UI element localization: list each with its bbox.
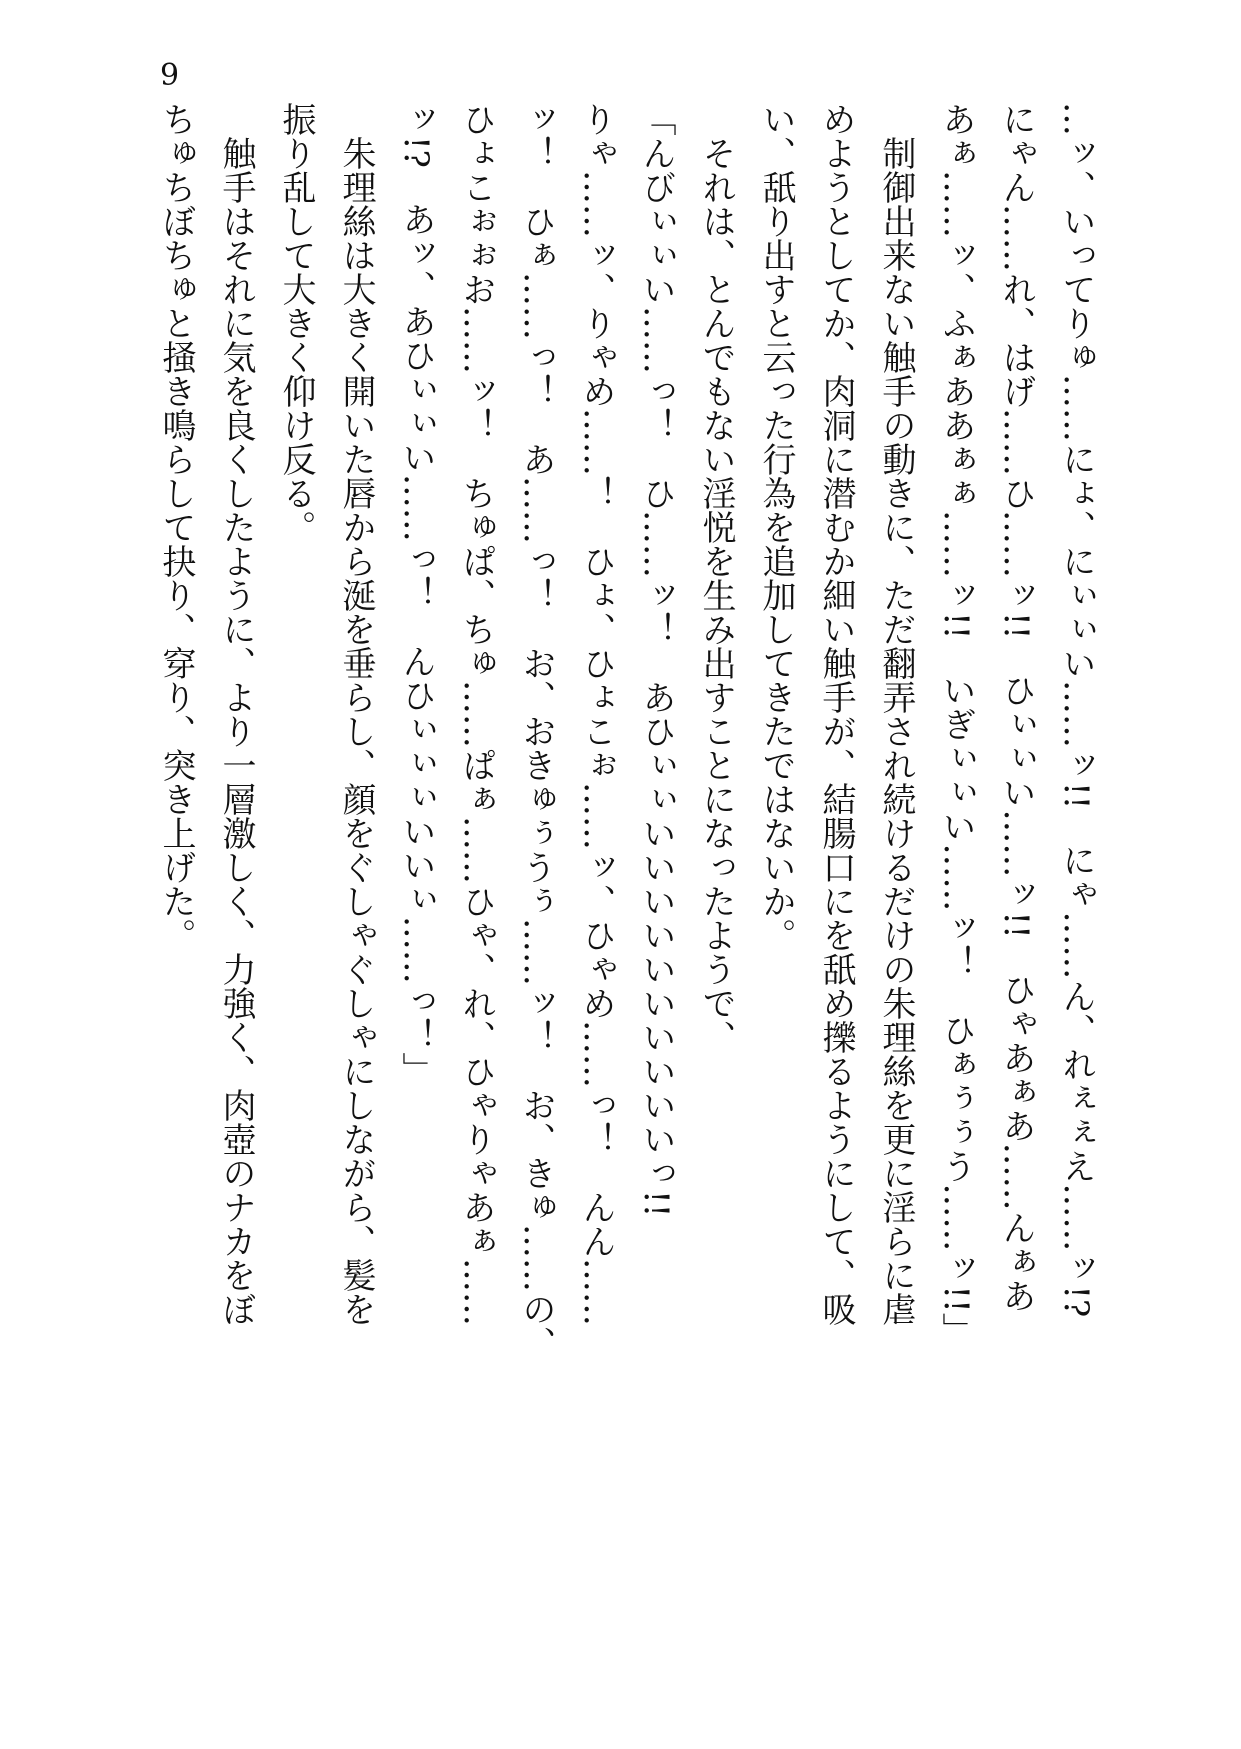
text-column: 触手はそれに気を良くしたように、より一層激しく、力強く、肉壺のナカをぼ bbox=[216, 102, 256, 1326]
page-number: 9 bbox=[160, 58, 180, 93]
text-column: 「んびぃぃい……っ！ ひ……ッ！ あひぃぃいいいいいいいいいいっ!! bbox=[636, 102, 676, 1218]
text-column: ッ!? あッ、あひぃぃい……っ！ んひぃぃぃいいぃ……っ！」 bbox=[396, 102, 436, 1086]
text-column: にゃん……れ、はげ……ひ……ッ!! ひぃぃい……ッ!! ひゃあぁあ……んぁあ bbox=[996, 102, 1036, 1313]
text-column: それは、とんでもない淫悦を生み出すことになったようで、 bbox=[696, 102, 736, 1054]
text-column: い、舐り出すと云った行為を追加してきたではないか。 bbox=[756, 102, 796, 952]
text-column: ちゅちぼちゅと掻き鳴らして抉り、穿り、突き上げた。 bbox=[156, 102, 196, 952]
text-column: りゃ……ッ、りゃめ……！ ひょ、ひょこぉ……ッ、ひゃめ……っ！ んん…… bbox=[576, 102, 616, 1326]
text-column: ッ！ ひぁ……っ！ あ……っ！ お、おきゅぅうぅ……ッ！ お、きゅ……の、 bbox=[516, 102, 556, 1360]
text-column: あぁ……ッ、ふぁああぁぁ……ッ!! いぎぃぃい……ッ！ ひぁぅぅう……ッ!!」 bbox=[936, 102, 976, 1347]
text-column: 制御出来ない触手の動きに、ただ翻弄され続けるだけの朱理絲を更に淫らに虐 bbox=[876, 102, 916, 1326]
text-column: ひょこぉぉお……ッ！ ちゅぱ、ちゅ……ぱぁ……ひゃ、れ、ひゃりゃあぁ…… bbox=[456, 102, 496, 1326]
vertical-text-body bbox=[146, 102, 1106, 1372]
text-column: 振り乱して大きく仰け反る。 bbox=[276, 102, 316, 544]
text-column: …ッ、いってりゅ……にょ、にぃぃい……ッ!! にゃ……ん、れぇぇえ……ッ!? bbox=[1056, 102, 1096, 1318]
text-column: めようとしてか、肉洞に潜むか細い触手が、結腸口にを舐め擽るようにして、吸 bbox=[816, 102, 856, 1326]
text-column: 朱理絲は大きく開いた唇から涎を垂らし、顔をぐしゃぐしゃにしながら、髪を bbox=[336, 102, 376, 1326]
